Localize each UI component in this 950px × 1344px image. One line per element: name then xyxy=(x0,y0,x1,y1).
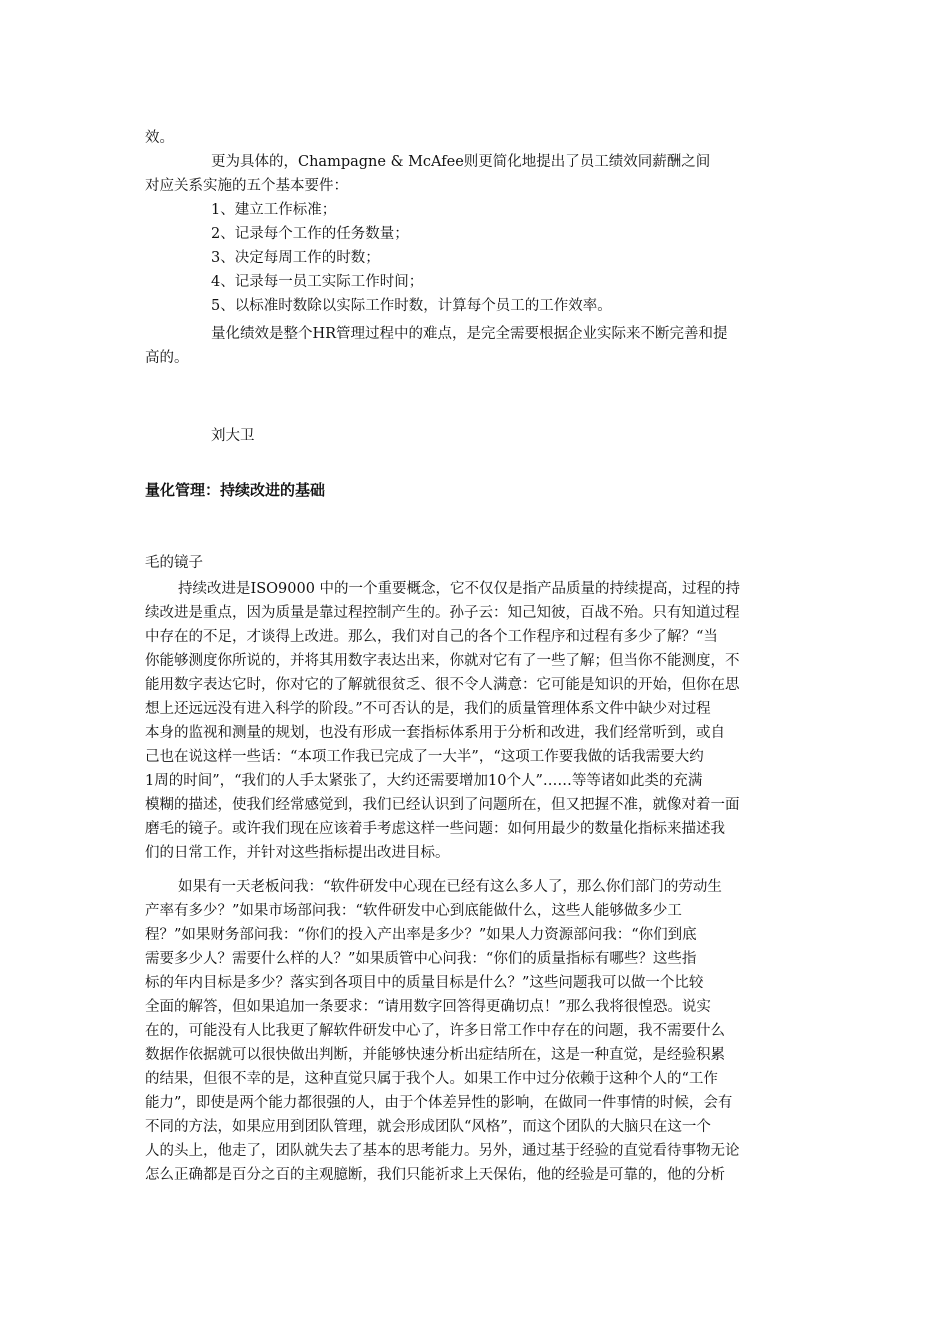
list-item: 4、记录每一员工实际工作时间； xyxy=(211,274,424,290)
text-line: 效。 xyxy=(145,130,174,146)
intro-tail xyxy=(145,126,805,150)
text-line: 的结果，但很不幸的是，这种直觉只属于我个人。如果工作中过分依赖于这种个人的“工作 xyxy=(145,1071,718,1087)
author-name: 刘大卫 xyxy=(211,428,255,444)
text-line: 能力”，即使是两个能力都很强的人，由于个体差异性的影响，在做同一件事情的时候，会有 xyxy=(145,1095,733,1111)
article-paragraph-2 xyxy=(145,875,805,1187)
list-item: 5、以标准时数除以实际工作时数，计算每个员工的工作效率。 xyxy=(211,298,612,314)
list-item: 3、决定每周工作的时数； xyxy=(211,250,380,266)
text-line: 们的日常工作，并针对这些指标提出改进目标。 xyxy=(145,845,450,861)
article-title: 量化管理：持续改进的基础 xyxy=(145,481,326,499)
text-line: 更为具体的，Champagne & McAfee则更简化地提出了员工绩效同薪酬之间 xyxy=(211,154,711,170)
text-line: 数据作依据就可以很快做出判断，并能够快速分析出症结所在，这是一种直觉，是经验积累 xyxy=(145,1047,725,1063)
section-subtitle: 毛的镜子 xyxy=(145,555,203,571)
text-line: 如果有一天老板问我：“软件研发中心现在已经有这么多人了，那么你们部门的劳动生 xyxy=(178,879,722,895)
paragraph-requirements xyxy=(145,150,805,198)
text-line: 你能够测度你所说的，并将其用数字表达出来，你就对它有了一些了解；但当你不能测度，不 xyxy=(145,653,740,669)
text-line: 不同的方法，如果应用到团队管理，就会形成团队“风格”，而这个团队的大脑只在这一个 xyxy=(145,1119,711,1135)
text-line: 中存在的不足，才谈得上改进。那么，我们对自己的各个工作程序和过程有多少了解？“当 xyxy=(145,629,718,645)
paragraph-conclusion xyxy=(145,322,805,370)
text-line: 1周的时间”，“我们的人手太紧张了，大约还需要增加10个人”……等等诸如此类的充满 xyxy=(145,773,703,789)
text-line: 想上还远远没有进入科学的阶段。”不可否认的是，我们的质量管理体系文件中缺少对过程 xyxy=(145,701,711,717)
text-line: 人的头上，他走了，团队就失去了基本的思考能力。另外，通过基于经验的直觉看待事物无论 xyxy=(145,1143,740,1159)
text-line: 模糊的描述，使我们经常感觉到，我们已经认识到了问题所在，但又把握不准，就像对着一面 xyxy=(145,797,740,813)
text-line: 标的年内目标是多少？落实到各项目中的质量目标是什么？”这些问题我可以做一个比较 xyxy=(145,975,704,991)
text-line: 能用数字表达它时，你对它的了解就很贫乏、很不令人满意：它可能是知识的开始，但你在思 xyxy=(145,677,740,693)
text-line: 持续改进是ISO9000 中的一个重要概念，它不仅仅是指产品质量的持续提高，过程的持 xyxy=(178,581,741,597)
text-line: 产率有多少？”如果市场部问我：“软件研发中心到底能做什么，这些人能够做多少工 xyxy=(145,903,682,919)
requirements-list xyxy=(145,198,805,318)
text-line: 高的。 xyxy=(145,350,189,366)
text-line: 在的，可能没有人比我更了解软件研发中心了，许多日常工作中存在的问题，我不需要什么 xyxy=(145,1023,725,1039)
text-line: 需要多少人？需要什么样的人？”如果质管中心问我：“你们的质量指标有哪些？这些指 xyxy=(145,951,697,967)
text-line: 量化绩效是整个HR管理过程中的难点，是完全需要根据企业实际来不断完善和提 xyxy=(211,326,728,342)
text-line: 续改进是重点，因为质量是靠过程控制产生的。孙子云：知己知彼，百战不殆。只有知道过程 xyxy=(145,605,740,621)
text-line: 磨毛的镜子。或许我们现在应该着手考虑这样一些问题：如何用最少的数量化指标来描述我 xyxy=(145,821,725,837)
text-line: 程？”如果财务部问我：“你们的投入产出率是多少？”如果人力资源部问我：“你们到底 xyxy=(145,927,697,943)
text-line: 全面的解答，但如果追加一条要求：“请用数字回答得更确切点！”那么我将很惶恐。说实 xyxy=(145,999,711,1015)
text-line: 本身的监视和测量的规划，也没有形成一套指标体系用于分析和改进，我们经常听到，或自 xyxy=(145,725,725,741)
text-line: 对应关系实施的五个基本要件： xyxy=(145,178,348,194)
text-line: 怎么正确都是百分之百的主观臆断，我们只能祈求上天保佑，他的经验是可靠的，他的分析 xyxy=(145,1167,725,1183)
article-paragraph-1 xyxy=(145,577,805,865)
text-line: 己也在说这样一些话：“本项工作我已完成了一大半”，“这项工作要我做的话我需要大约 xyxy=(145,749,704,765)
list-item: 1、建立工作标准； xyxy=(211,202,337,218)
list-item: 2、记录每个工作的任务数量； xyxy=(211,226,409,242)
